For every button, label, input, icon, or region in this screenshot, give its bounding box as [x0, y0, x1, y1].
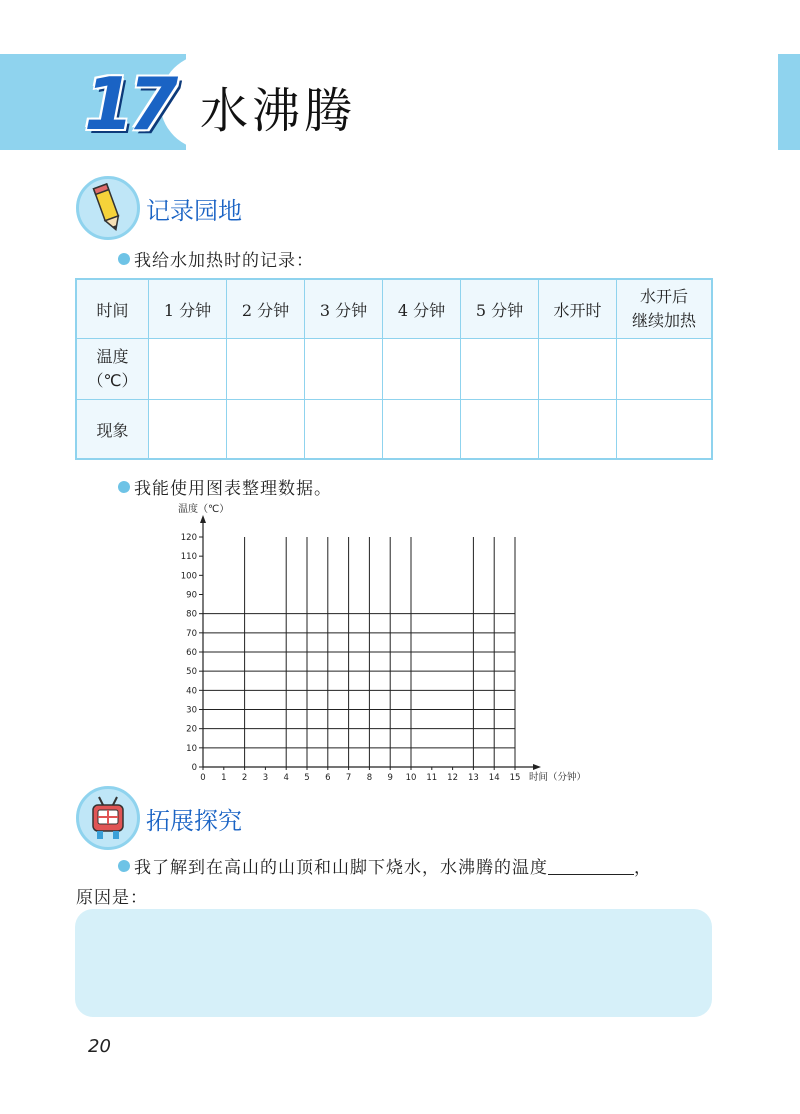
table-row-temperature — [76, 339, 712, 400]
table-header-cell: 2 分钟 — [227, 279, 305, 339]
table-header-cell: 3 分钟 — [305, 279, 383, 339]
x-tick-label: 4 — [283, 773, 289, 783]
x-tick-label: 10 — [405, 773, 417, 783]
table-cell-input[interactable] — [227, 400, 305, 460]
chart-prompt-text: 我能使用图表整理数据。 — [134, 479, 332, 499]
x-axis-label: 时间（分钟） — [529, 772, 587, 783]
robot-icon — [76, 786, 140, 850]
table-row-label: 现象 — [76, 400, 149, 460]
x-tick-label: 7 — [345, 773, 352, 783]
y-tick-label: 100 — [180, 571, 197, 582]
chapter-title: 水沸腾 — [200, 83, 357, 139]
bullet-dot-icon — [118, 481, 130, 493]
bullet-dot-icon — [118, 253, 130, 265]
table-header-row — [76, 279, 712, 339]
x-tick-label: 6 — [325, 773, 331, 783]
y-tick-label: 90 — [186, 590, 197, 601]
table-cell-input[interactable] — [617, 339, 713, 400]
y-tick-label: 80 — [186, 609, 197, 620]
table-header-cell: 水开后 继续加热 — [617, 279, 713, 339]
x-tick-label: 15 — [509, 773, 521, 783]
temperature-chart — [170, 500, 610, 790]
table-cell-input[interactable] — [149, 339, 227, 400]
x-tick-label: 1 — [221, 773, 227, 783]
record-prompt-text: 我给水加热时的记录： — [134, 251, 314, 271]
y-tick-label: 30 — [186, 705, 197, 716]
x-tick-label: 13 — [467, 773, 479, 783]
y-tick-label: 10 — [186, 743, 197, 754]
table-cell-input[interactable] — [461, 339, 539, 400]
x-axis-arrow — [533, 764, 541, 770]
section-record-title: 记录园地 — [146, 196, 242, 225]
temperature-answer-blank[interactable] — [548, 856, 634, 875]
reason-answer-box[interactable] — [75, 909, 712, 1017]
x-tick-label: 11 — [426, 773, 438, 783]
table-cell-input[interactable] — [305, 339, 383, 400]
table-row-phenomenon — [76, 400, 712, 460]
table-cell-input[interactable] — [539, 400, 617, 460]
table-row-label: 温度 （℃） — [76, 339, 149, 400]
x-tick-label: 14 — [488, 773, 500, 783]
y-tick-label: 20 — [186, 724, 197, 735]
bullet-dot-icon — [118, 860, 130, 872]
banner-right-band — [778, 54, 800, 150]
explore-prompt-suffix: ， — [634, 858, 652, 878]
table-cell-input[interactable] — [539, 339, 617, 400]
explore-prompt — [118, 853, 652, 878]
chapter-banner — [0, 54, 800, 150]
chart-prompt — [118, 474, 332, 499]
table-header-cell: 时间 — [76, 279, 149, 339]
table-cell-input[interactable] — [305, 400, 383, 460]
table-header-cell: 4 分钟 — [383, 279, 461, 339]
pencil-icon — [76, 176, 140, 240]
section-explore-title: 拓展探究 — [146, 806, 242, 835]
table-cell-input[interactable] — [383, 400, 461, 460]
x-tick-label: 12 — [447, 773, 459, 783]
y-tick-label: 70 — [186, 628, 197, 639]
table-cell-input[interactable] — [149, 400, 227, 460]
y-axis-label: 温度（℃） — [178, 504, 230, 515]
y-tick-label: 40 — [186, 686, 197, 697]
reason-label: 原因是： — [76, 888, 148, 908]
x-tick-label: 0 — [200, 773, 206, 783]
table-cell-input[interactable] — [227, 339, 305, 400]
y-axis-arrow — [200, 515, 206, 523]
record-prompt — [118, 246, 314, 271]
y-tick-label: 60 — [186, 648, 197, 658]
chapter-number: 17 — [84, 62, 173, 146]
y-tick-label: 50 — [186, 667, 197, 678]
y-tick-label: 110 — [180, 552, 197, 563]
table-header-cell: 1 分钟 — [149, 279, 227, 339]
table-header-cell: 5 分钟 — [461, 279, 539, 339]
table-cell-input[interactable] — [617, 400, 713, 460]
x-tick-label: 2 — [241, 773, 248, 783]
record-table — [75, 278, 713, 460]
x-tick-label: 8 — [366, 773, 373, 783]
y-tick-label: 120 — [180, 533, 197, 543]
x-tick-label: 3 — [262, 773, 269, 783]
explore-prompt-text: 我了解到在高山的山顶和山脚下烧水，水沸腾的温度 — [134, 858, 548, 878]
y-tick-label: 0 — [191, 763, 197, 773]
table-header-cell: 水开时 — [539, 279, 617, 339]
table-cell-input[interactable] — [383, 339, 461, 400]
x-tick-label: 9 — [387, 773, 393, 783]
x-tick-label: 5 — [304, 773, 310, 783]
table-cell-input[interactable] — [461, 400, 539, 460]
section-explore-head — [76, 786, 242, 850]
section-record-head — [76, 176, 242, 240]
page-number: 20 — [88, 1036, 111, 1057]
